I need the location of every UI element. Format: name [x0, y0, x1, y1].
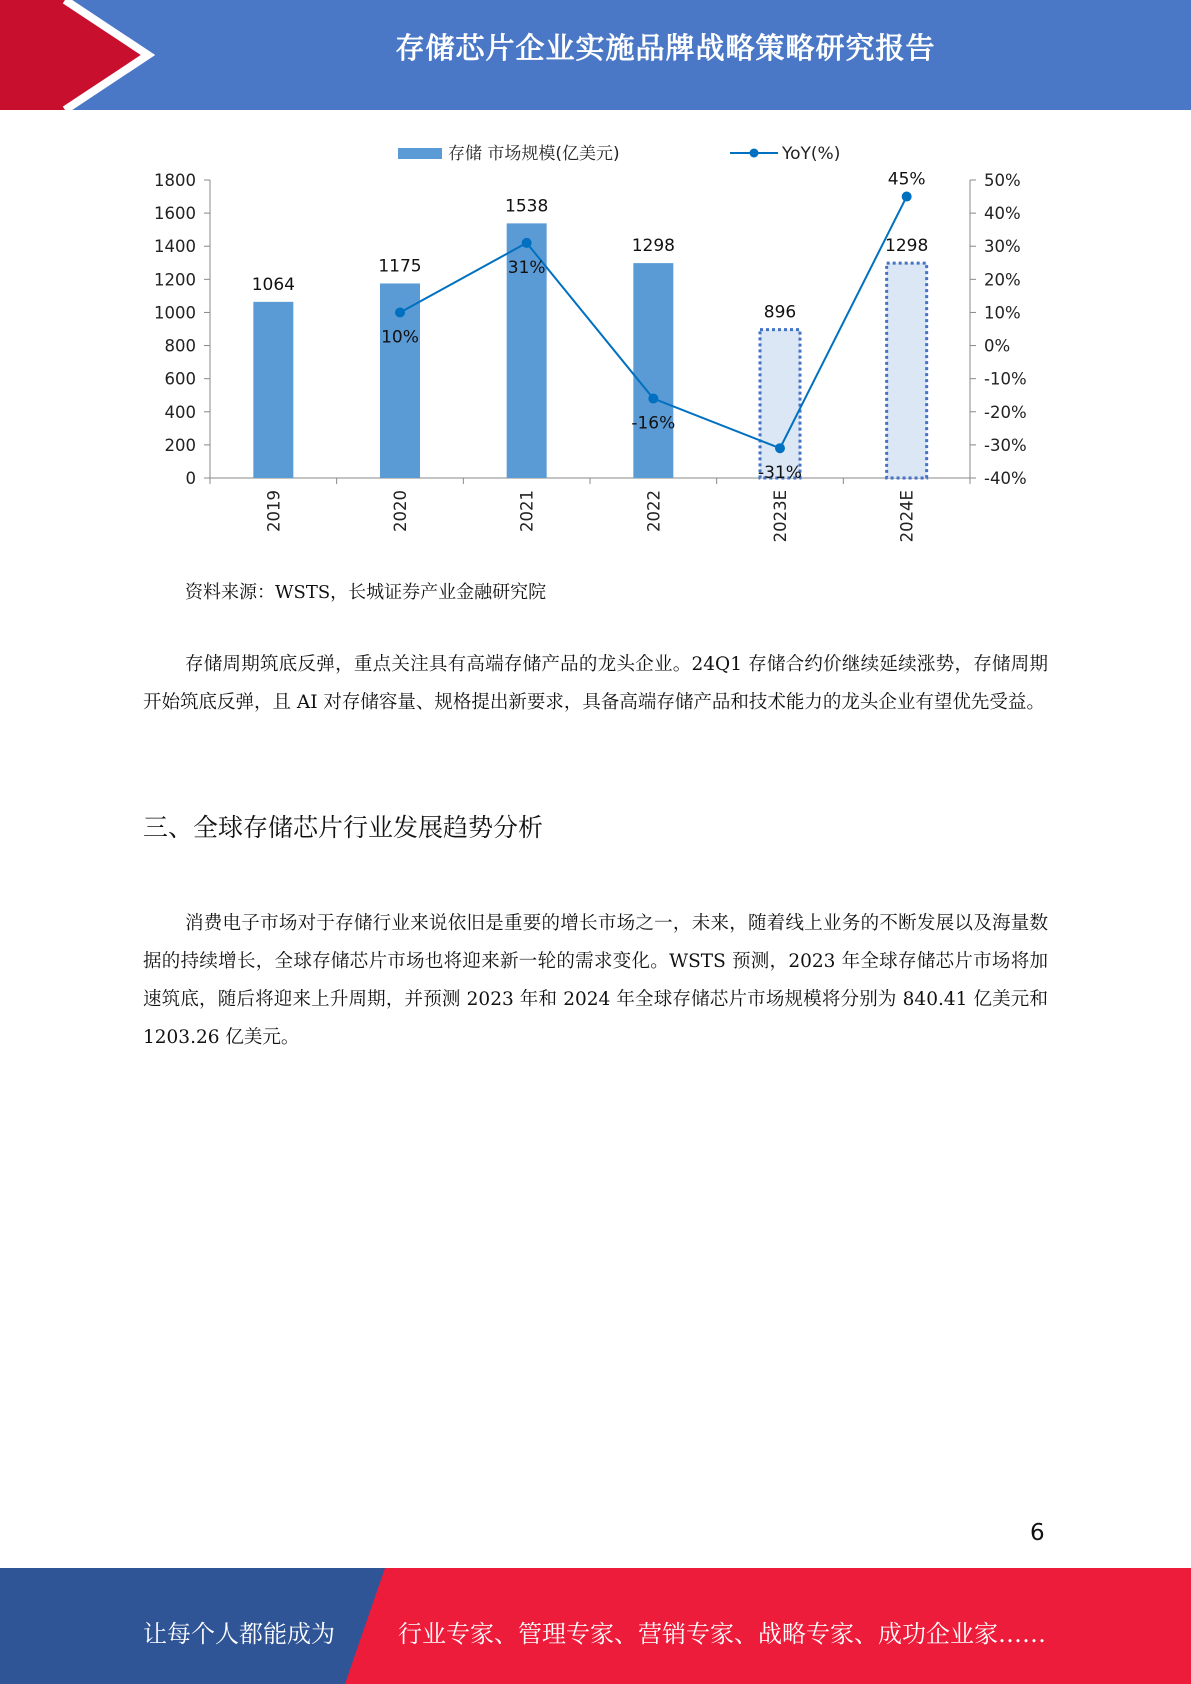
right-axis-tick-label: -20% — [984, 402, 1027, 422]
bar-2024E — [887, 263, 927, 478]
page-footer — [0, 1568, 1191, 1684]
yoy-value-label: -31% — [758, 463, 802, 484]
page-header — [0, 0, 1191, 110]
legend-line-marker — [750, 149, 759, 158]
left-axis-tick-label: 0 — [185, 469, 196, 488]
bar-value-label: 1175 — [378, 256, 422, 277]
yoy-point-2023E — [775, 443, 785, 453]
x-axis-category-label: 2020 — [391, 490, 410, 532]
right-axis-tick-label: 10% — [984, 303, 1021, 323]
chart-source: 资料来源：WSTS，长城证券产业金融研究院 — [185, 582, 547, 603]
footer-expert-list: 行业专家、管理专家、营销专家、战略专家、成功企业家…… — [398, 1620, 1046, 1648]
left-axis-tick-label: 1800 — [154, 171, 196, 190]
legend-bar-label: 存储 市场规模(亿美元) — [448, 144, 620, 164]
yoy-value-label: 10% — [381, 327, 419, 348]
yoy-value-label: 31% — [507, 257, 546, 278]
right-axis-tick-label: 50% — [984, 171, 1021, 190]
market-size-chart — [130, 135, 1060, 555]
right-axis-tick-label: 30% — [984, 237, 1021, 257]
right-axis-tick-label: 40% — [984, 204, 1021, 224]
report-title: 存储芯片企业实施品牌战略策略研究报告 — [395, 31, 936, 65]
chart-data-labels — [252, 170, 929, 484]
left-axis-tick-label: 200 — [164, 435, 196, 455]
yoy-value-label: 45% — [887, 169, 926, 190]
yoy-point-2022 — [648, 394, 658, 404]
x-axis-category-label: 2022 — [644, 490, 664, 532]
left-axis-tick-label: 1200 — [154, 270, 196, 290]
x-axis-category-label: 2024E — [897, 490, 917, 543]
bar-2019 — [253, 302, 293, 478]
bar-2023E — [760, 330, 800, 478]
right-axis-tick-label: -30% — [984, 435, 1027, 455]
yoy-value-label: -16% — [631, 413, 676, 434]
bar-value-label: 1064 — [251, 274, 295, 295]
footer-slogan: 让每个人都能成为 — [143, 1620, 335, 1648]
left-axis-tick-label: 1000 — [154, 303, 196, 323]
right-axis-tick-label: -40% — [984, 469, 1027, 488]
bar-value-label: 1298 — [885, 236, 929, 257]
right-axis-tick-label: -10% — [984, 369, 1027, 389]
yoy-point-2021 — [522, 238, 532, 248]
left-axis-tick-label: 1400 — [154, 237, 196, 257]
paragraph-storage-cycle: 存储周期筑底反弹，重点关注具有高端存储产品的龙头企业。24Q1 存储合约价继续延续涨势，存储周期开始筑底反弹，且 AI 对存储容量、规格提出新要求，具备高端存储产品和技术能力的龙头企业有望优先受益。 — [143, 654, 1048, 713]
bar-2022 — [631, 263, 676, 478]
header-arrow-decoration — [0, 0, 160, 110]
yoy-point-2020 — [395, 307, 405, 317]
legend-bar-swatch — [398, 148, 442, 159]
page-number: 6 — [1030, 1520, 1045, 1546]
left-axis-tick-label: 400 — [164, 402, 196, 422]
chart-bars — [253, 223, 929, 478]
left-axis-tick-label: 800 — [164, 336, 196, 356]
bar-value-label: 1298 — [631, 236, 675, 257]
legend-line-label: YoY(%) — [782, 144, 841, 164]
left-axis-tick-label: 600 — [164, 369, 196, 389]
paragraph-market-trend: 消费电子市场对于存储行业来说依旧是重要的增长市场之一，未来，随着线上业务的不断发展以及海量数据的持续增长，全球存储芯片市场也将迎来新一轮的需求变化。WSTS 预测，2023 年全球存储芯片市场将加速筑底，随后将迎来上升周期，并预测 2023 年和 2024 年全球存储芯片市场规模将分别为 840.41 亿美元和 1203.26 亿美元。 — [143, 913, 1048, 1048]
x-axis-category-label: 2023E — [771, 490, 790, 543]
right-axis-tick-label: 0% — [984, 336, 1011, 356]
x-axis-category-label: 2021 — [517, 490, 537, 532]
x-axis-category-label: 2019 — [264, 490, 284, 532]
right-axis-tick-label: 20% — [984, 270, 1021, 290]
bar-value-label: 896 — [763, 302, 797, 323]
yoy-point-2024E — [902, 192, 912, 202]
section-heading: 三、全球存储芯片行业发展趋势分析 — [143, 813, 544, 842]
chart-legend — [398, 144, 840, 164]
left-axis-tick-label: 1600 — [154, 204, 196, 224]
bar-value-label: 1538 — [505, 196, 549, 217]
